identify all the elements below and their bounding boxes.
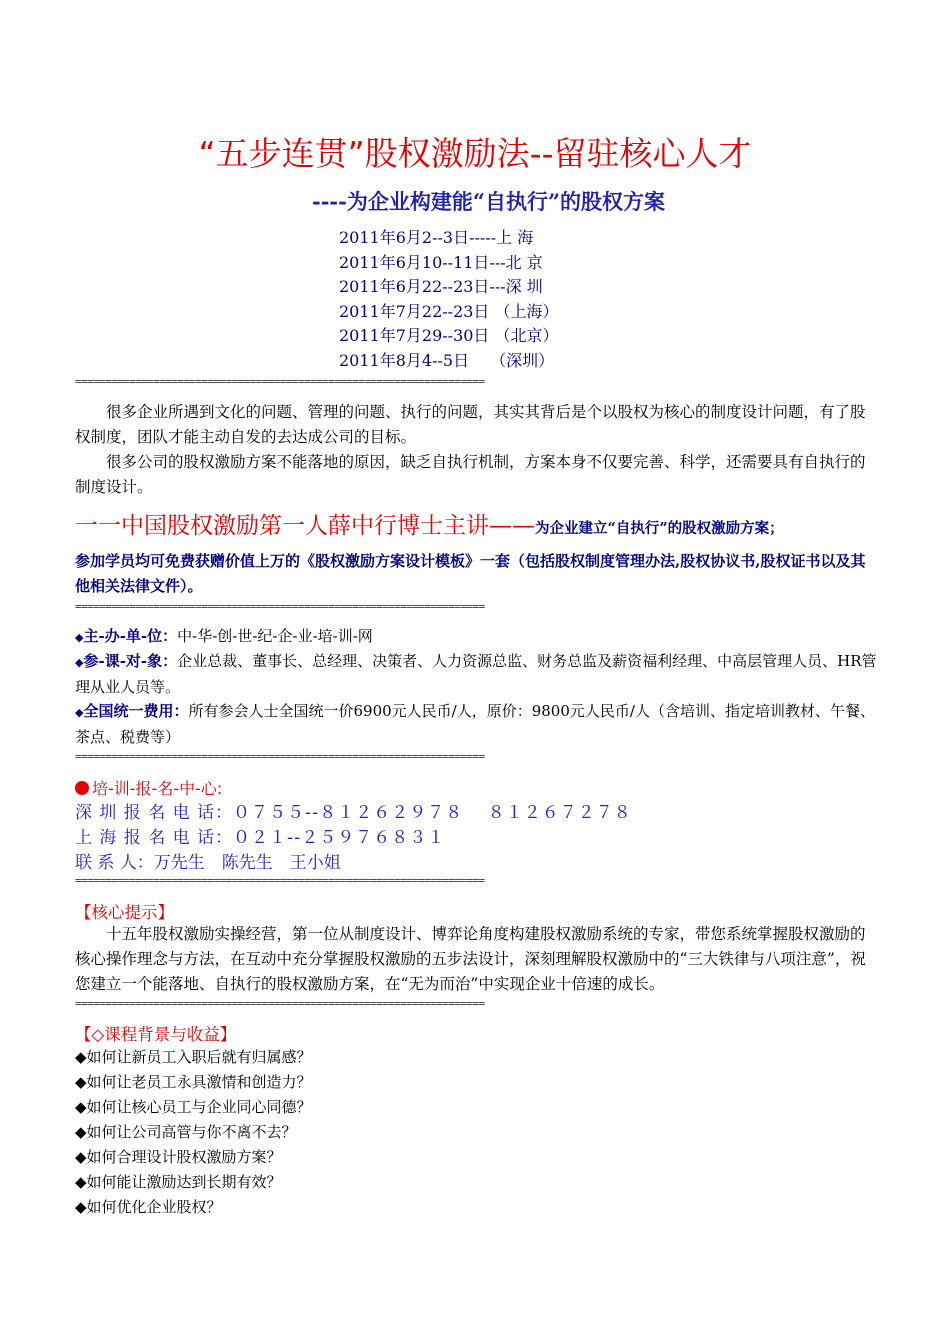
diamond-icon: ◆ bbox=[75, 631, 84, 644]
date-line: 2011年7月22--23日 （上海） bbox=[339, 301, 559, 321]
list-item: ◆如何合理设计股权激励方案？ bbox=[75, 1148, 282, 1166]
audience-line bbox=[75, 649, 878, 700]
diamond-icon: ◆ bbox=[75, 656, 84, 669]
date-line: 2011年7月29--30日 （北京） bbox=[339, 326, 559, 345]
fee-value: 所有参会人士全国统一价6900元人民币/人，原价：9800元人民币/人（含培训、指定培训教材、午餐、茶点、税费等） bbox=[75, 702, 875, 746]
shanghai-phone: 上 海 报 名 电 话：０２１--２５９７６８３１ bbox=[75, 828, 446, 848]
list-item: ◆如何能让激励达到长期有效？ bbox=[75, 1173, 282, 1191]
organizer-value: 中-华-创-世-纪-企-业-培-训-网 bbox=[177, 627, 373, 645]
audience-value: 企业总裁、董事长、总经理、决策者、人力资源总监、财务总监及薪资福利经理、中高层管理人员、HR管理从业人员等。 bbox=[75, 652, 877, 696]
audience-label: 参-课-对-象： bbox=[83, 652, 178, 670]
core-heading: 【核心提示】 bbox=[75, 903, 174, 922]
date-line: 2011年8月4--5日 （深圳） bbox=[339, 350, 555, 370]
benefits-list bbox=[75, 1045, 312, 1220]
contact-persons: 联 系 人：万先生 陈先生 王小姐 bbox=[75, 853, 341, 873]
schedule-dates bbox=[339, 226, 559, 373]
lecturer-name: 一一中国股权激励第一人薛中行博士主讲—— bbox=[75, 513, 535, 539]
diamond-icon: ◆ bbox=[75, 706, 84, 719]
date-line: 2011年6月22--23日---深 圳 bbox=[339, 277, 543, 296]
page-title: “五步连贯”股权激励法--留驻核心人才 bbox=[198, 134, 752, 173]
list-item: ◆如何让新员工入职后就有归属感？ bbox=[75, 1048, 312, 1066]
intro-paragraph: 很多企业所遇到文化的问题、管理的问题、执行的问题，其实其背后是个以股权为核心的制度设计问题，有了股权制度，团队才能主动自发的去达成公司的目标。 bbox=[75, 403, 866, 446]
lecturer-line bbox=[75, 507, 784, 540]
list-item: ◆如何让核心员工与企业同心同德？ bbox=[75, 1098, 312, 1116]
gift-note: 参加学员均可免费获赠价值上万的《股权激励方案设计模板》一套（包括股权制度管理办法,股权协议书,股权证书以及其他相关法律文件）。 bbox=[75, 552, 866, 595]
core-paragraph: 十五年股权激励实操经营，第一位从制度设计、博弈论角度构建股权激励系统的专家，带您系统掌握股权激励的核心操作理念与方法，在互动中充分掌握股权激励的五步法设计，深刻理解股权激励中的“三大铁律与八项注意”，祝您建立一个能落地、自执行的股权激励方案，在“无为而治”中实现企业十倍速的成长。 bbox=[75, 925, 866, 993]
date-line: 2011年6月10--11日---北 京 bbox=[339, 252, 543, 272]
separator: ==================================================================== bbox=[75, 750, 485, 763]
separator: ==================================================================== bbox=[75, 997, 485, 1010]
intro-paragraph: 很多公司的股权激励方案不能落地的原因，缺乏自执行机制，方案本身不仅要完善、科学，还需要具有自执行的制度设计。 bbox=[75, 453, 866, 496]
signup-title: 培-训-报-名-中-心: bbox=[92, 779, 223, 798]
list-item: ◆如何让公司高管与你不离不去？ bbox=[75, 1123, 297, 1141]
fee-label: 全国统一费用： bbox=[83, 702, 189, 720]
fee-line bbox=[75, 699, 878, 750]
organizer-line bbox=[75, 624, 878, 650]
page-subtitle: ----为企业构建能“自执行”的股权方案 bbox=[312, 189, 666, 214]
lecturer-note: 为企业建立“自执行”的股权激励方案； bbox=[535, 520, 784, 537]
separator: ==================================================================== bbox=[75, 874, 485, 887]
list-item: ◆如何优化企业股权？ bbox=[75, 1198, 222, 1216]
separator: ==================================================================== bbox=[75, 375, 485, 388]
list-item: ◆如何让老员工永具激情和创造力？ bbox=[75, 1073, 312, 1091]
shenzhen-phone: 深 圳 报 名 电 话：０７５５--８１２６２９７８ ８１２６７２７８ bbox=[75, 803, 632, 823]
red-dot-icon bbox=[75, 781, 89, 795]
benefits-heading: 【◇课程背景与收益】 bbox=[75, 1025, 237, 1044]
date-line: 2011年6月2--3日-----上 海 bbox=[339, 228, 534, 247]
signup-heading bbox=[75, 776, 222, 799]
organizer-label: 主-办-单-位： bbox=[83, 627, 178, 645]
separator: ==================================================================== bbox=[75, 600, 485, 613]
